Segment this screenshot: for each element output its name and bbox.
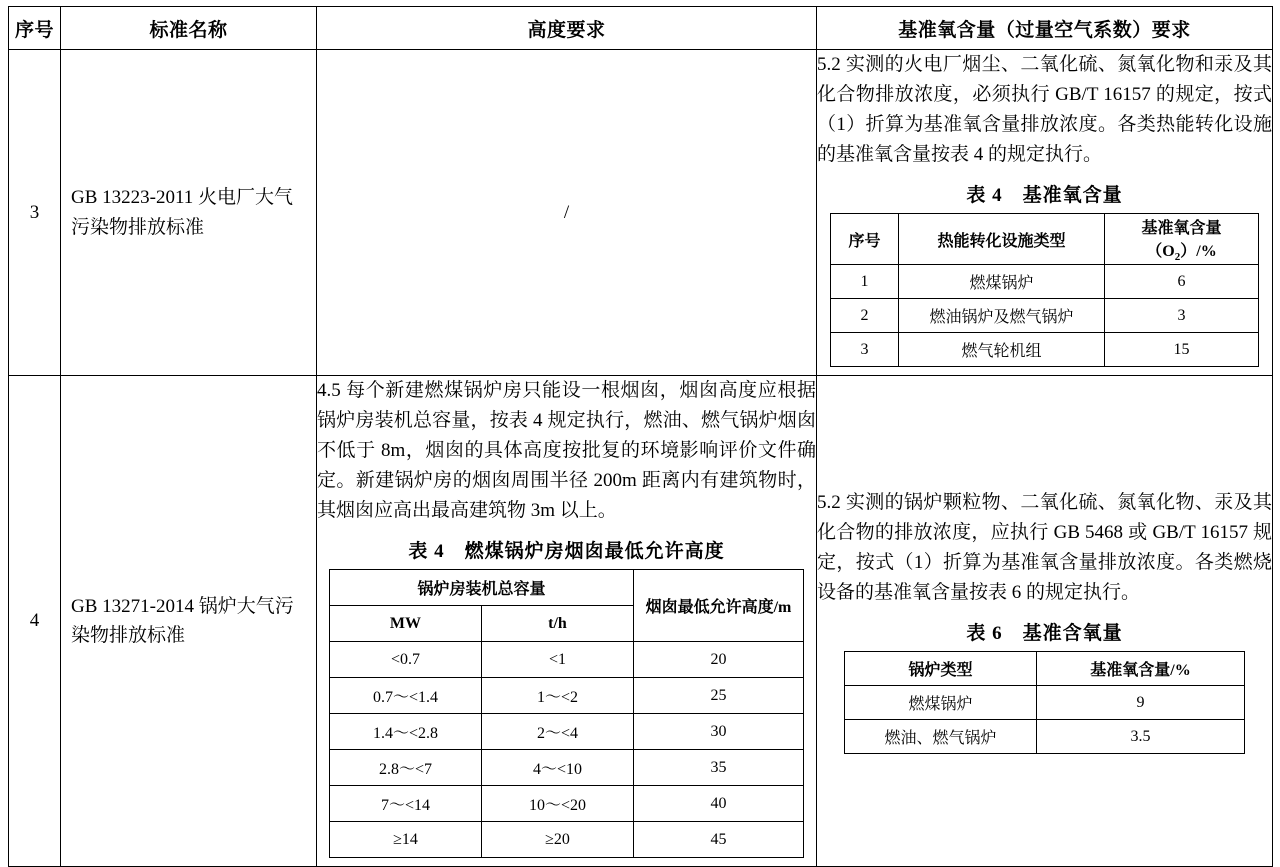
height-cell [317,50,817,376]
chimney-height-table [329,569,804,858]
oxygen-paragraph: 5.2 实测的火电厂烟尘、二氧化硫、氮氧化物和汞及其化合物排放浓度，必须执行 GB/T 16157 的规定，按式（1）折算为基准氧含量排放浓度。各类热能转化设施的基准氧含量按表 4 的规定执行。 [817,54,1272,166]
col-header-mw: MW [329,606,481,642]
height-cell [317,376,817,867]
sub-table-caption: 表 6 基准含氧量 [966,623,1123,645]
sub-table-row [329,750,803,786]
sub-table-row [329,786,803,822]
cell-boiler: 燃煤锅炉 [845,686,1037,720]
cell-no: 1 [831,265,899,299]
sub-col-device-type: 热能转化设施类型 [899,214,1105,265]
cell-value: 15 [1105,333,1259,367]
cell-th: <1 [481,642,633,678]
cell-no: 2 [831,299,899,333]
height-table-caption: 表 4 燃煤锅炉房烟囱最低允许高度 [408,541,725,563]
cell-height: 45 [634,822,804,858]
oxygen-reference-table [844,651,1245,754]
sub-table-row [845,686,1245,720]
table-row [9,376,1273,867]
cell-value: 3 [1105,299,1259,333]
height-value: / [563,201,570,223]
cell-value: 9 [1037,686,1245,720]
sub-table-row [329,714,803,750]
sub-header-row [845,652,1245,686]
cell-th: ≥20 [481,822,633,858]
cell-height: 35 [634,750,804,786]
cell-mw: 2.8～<7 [329,750,481,786]
oxygen-cell [817,376,1273,867]
cell-th: 2～<4 [481,714,633,750]
table-header-row [9,7,1273,50]
col-header-min-height: 烟囱最低允许高度/m [634,570,804,642]
column-header-standard-name: 标准名称 [61,7,317,50]
sub-col-boiler-type: 锅炉类型 [845,652,1037,686]
cell-th: 1～<2 [481,678,633,714]
sub-header-row [329,570,803,606]
cell-height: 40 [634,786,804,822]
column-header-oxygen: 基准氧含量（过量空气系数）要求 [817,7,1273,50]
sub-col-oxygen-value: 基准氧含量/% [1037,652,1245,686]
sub-table-row [329,642,803,678]
sub-table-row [845,720,1245,754]
column-header-height: 高度要求 [317,7,817,50]
standards-table [8,6,1273,867]
oxygen-cell [817,50,1273,376]
oxygen-paragraph: 5.2 实测的锅炉颗粒物、二氧化硫、氮氧化物、汞及其化合物的排放浓度，应执行 GB 5468 或 GB/T 16157 规定，按式（1）折算为基准氧含量排放浓度。各类燃烧设备的基准氧含量按表 6 的规定执行。 [817,492,1272,604]
standard-name-cell [61,50,317,376]
sub-table-caption: 表 4 基准氧含量 [966,185,1123,207]
cell-mw: ≥14 [329,822,481,858]
cell-height: 25 [634,678,804,714]
col-header-th: t/h [481,606,633,642]
cell-mw: 0.7～<1.4 [329,678,481,714]
sub-table-row [329,678,803,714]
sub-col-no: 序号 [831,214,899,265]
cell-value: 6 [1105,265,1259,299]
table-row [9,50,1273,376]
column-header-no: 序号 [9,7,61,50]
row-number: 3 [9,50,61,376]
cell-boiler: 燃油、燃气锅炉 [845,720,1037,754]
cell-th: 4～<10 [481,750,633,786]
sub-table-row [831,299,1259,333]
cell-device: 燃油锅炉及燃气锅炉 [899,299,1105,333]
height-paragraph: 4.5 每个新建燃煤锅炉房只能设一根烟囱，烟囱高度应根据锅炉房装机总容量，按表 4 规定执行，燃油、燃气锅炉烟囱不低于 8m，烟囱的具体高度按批复的环境影响评价文件确定。新建锅炉房的烟囱周围半径 200m 距离内有建筑物时，其烟囱应高出最高建筑物 3m 以上。 [317,380,816,522]
cell-device: 燃煤锅炉 [899,265,1105,299]
cell-value: 3.5 [1037,720,1245,754]
cell-height: 20 [634,642,804,678]
cell-mw: 1.4～<2.8 [329,714,481,750]
cell-mw: 7～<14 [329,786,481,822]
group-header-capacity: 锅炉房装机总容量 [329,570,633,606]
sub-table-row [329,822,803,858]
standard-name-cell [61,376,317,867]
standard-name-text: GB 13271-2014 锅炉大气污染物排放标准 [71,595,294,647]
standard-name-text: GB 13223-2011 火电厂大气污染物排放标准 [71,187,294,238]
row-number: 4 [9,376,61,867]
cell-device: 燃气轮机组 [899,333,1105,367]
cell-height: 30 [634,714,804,750]
sub-col-oxygen-value: 基准氧含量$(O_2)/\%$ [1105,214,1259,265]
cell-mw: <0.7 [329,642,481,678]
sub-header-row [831,214,1259,265]
cell-no: 3 [831,333,899,367]
cell-th: 10～<20 [481,786,633,822]
sub-table-row [831,333,1259,367]
oxygen-reference-table [830,213,1259,367]
sub-table-row [831,265,1259,299]
